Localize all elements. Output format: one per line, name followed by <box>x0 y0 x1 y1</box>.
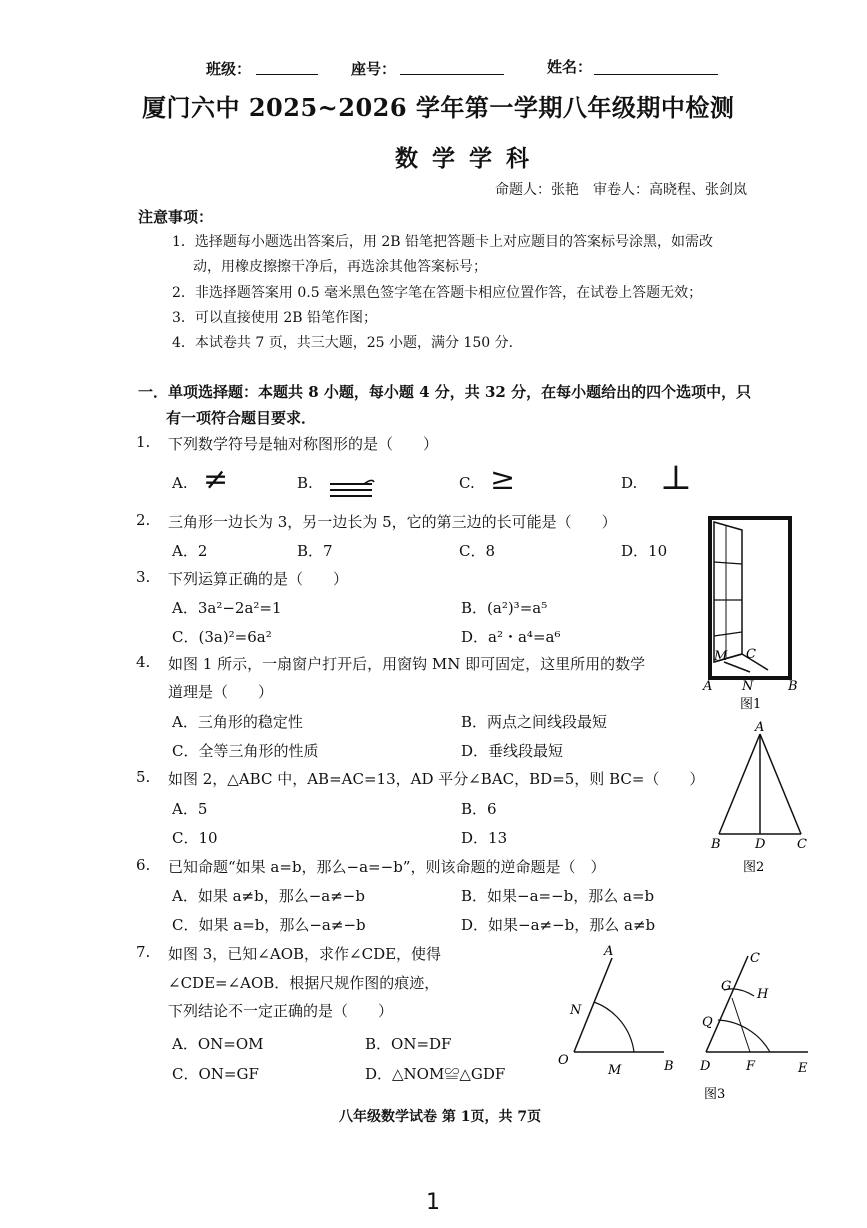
note-item: 1．选择题每小题选出答案后，用 2B 铅笔把答题卡上对应题目的答案标号涂黑，如需改 <box>172 234 714 250</box>
option-d[interactable]: D. <box>621 474 638 492</box>
seat-blank[interactable] <box>400 60 504 75</box>
fig3-label: B <box>664 1059 674 1074</box>
question-number: 3. <box>136 568 151 586</box>
option-c[interactable]: C．(3a)²=6a² <box>172 628 272 646</box>
question-number: 7. <box>136 943 151 961</box>
fig3-label: H <box>757 987 769 1002</box>
notes-heading: 注意事项： <box>138 208 214 226</box>
option-b[interactable]: B．ON=DF <box>365 1035 452 1053</box>
fig3-caption: 图3 <box>704 1087 726 1102</box>
option-c[interactable]: C．如果 a=b，那么−a≠−b <box>172 916 366 934</box>
option-c[interactable]: C．全等三角形的性质 <box>172 742 319 760</box>
option-a[interactable]: A．3a²−2a²=1 <box>172 599 282 617</box>
question-number: 5. <box>136 768 151 786</box>
option-a[interactable]: A．三角形的稳定性 <box>172 713 303 731</box>
option-d[interactable]: D．如果−a≠−b，那么 a≠b <box>461 916 656 934</box>
greater-equal-icon: ≥ <box>490 462 516 497</box>
question-stem: 三角形一边长为 3，另一边长为 5，它的第三边的长可能是（ ） <box>168 513 617 531</box>
question-stem-cont: 道理是（ ） <box>168 683 274 701</box>
question-stem-cont: 下列结论不一定正确的是（ ） <box>168 1002 394 1020</box>
fig3-label: A <box>604 944 614 959</box>
option-a[interactable]: A．5 <box>172 800 208 818</box>
option-c[interactable]: C．ON=GF <box>172 1065 259 1083</box>
option-d[interactable]: D．垂线段最短 <box>461 742 564 760</box>
approx-equal-icon <box>328 474 376 500</box>
question-stem-cont: ∠CDE=∠AOB．根据尺规作图的痕迹， <box>168 974 440 992</box>
option-b[interactable]: B．(a²)³=a⁵ <box>461 599 548 617</box>
name-blank[interactable] <box>594 60 718 75</box>
fig3-label: Q <box>702 1015 713 1030</box>
fig2-caption: 图2 <box>743 860 765 875</box>
section-heading: 一．单项选择题：本题共 8 小题，每小题 4 分，共 32 分，在每小题给出的四个选项中，只 <box>138 383 752 401</box>
note-item: 3．可以直接使用 2B 铅笔作图； <box>172 310 378 326</box>
note-item: 4．本试卷共 7 页，共三大题，25 小题，满分 150 分． <box>172 335 523 351</box>
subject-title: 数学学科 <box>395 145 543 172</box>
note-item: 动，用橡皮擦擦干净后，再选涂其他答案标号； <box>193 259 487 275</box>
fig2-label: B <box>711 837 721 852</box>
fig3-label: N <box>570 1003 582 1018</box>
fig1-label: M <box>714 649 728 664</box>
question-stem: 如图 1 所示，一扇窗户打开后，用窗钩 MN 即可固定，这里所用的数学 <box>168 655 646 673</box>
figure-1-window <box>698 512 808 712</box>
option-a[interactable]: A．2 <box>172 542 208 560</box>
fig1-label: A <box>703 679 713 694</box>
option-b[interactable]: B. <box>297 474 313 492</box>
figure-3-construction <box>552 940 822 1105</box>
option-d[interactable]: D．10 <box>621 542 668 560</box>
page-number: 1 <box>426 1190 440 1215</box>
page-info: 八年级数学试卷 第 1页，共 7页 <box>339 1109 542 1125</box>
fig2-label: C <box>797 837 807 852</box>
option-d[interactable]: D．13 <box>461 829 508 847</box>
fig3-label: D <box>700 1059 711 1074</box>
fig2-label: A <box>755 720 765 735</box>
fig3-label: G <box>721 979 732 994</box>
name-label: 姓名： <box>547 58 593 76</box>
question-number: 6. <box>136 856 151 874</box>
not-equal-icon: ≠ <box>203 462 229 497</box>
fig3-label: M <box>608 1063 622 1078</box>
option-d[interactable]: D．a²・a⁴=a⁶ <box>461 628 561 646</box>
question-number: 1. <box>136 433 151 451</box>
option-a[interactable]: A. <box>172 474 188 492</box>
question-stem: 已知命题“如果 a=b，那么−a=−b”，则该命题的逆命题是（ ） <box>168 858 606 876</box>
option-b[interactable]: B．如果−a=−b，那么 a=b <box>461 887 655 905</box>
authors: 命题人：张艳 审卷人：高晓程、张剑岚 <box>495 182 747 198</box>
class-label: 班级： <box>206 60 252 78</box>
figure-2-triangle <box>705 718 815 878</box>
option-c[interactable]: C. <box>459 474 475 492</box>
fig1-caption: 图1 <box>740 697 762 712</box>
seat-label: 座号： <box>351 60 397 78</box>
perpendicular-icon: ⊥ <box>660 458 692 498</box>
option-c[interactable]: C．8 <box>459 542 496 560</box>
fig2-label: D <box>755 837 766 852</box>
fig3-label: O <box>558 1053 569 1068</box>
question-number: 2. <box>136 511 151 529</box>
option-b[interactable]: B．7 <box>297 542 333 560</box>
option-d[interactable]: D．△NOM≌△GDF <box>365 1065 506 1083</box>
question-number: 4. <box>136 653 151 671</box>
option-b[interactable]: B．6 <box>461 800 497 818</box>
option-a[interactable]: A．如果 a≠b，那么−a≠−b <box>172 887 365 905</box>
exam-title: 厦门六中 2025~2026 学年第一学期八年级期中检测 <box>142 93 735 122</box>
note-item: 2．非选择题答案用 0.5 毫米黑色签字笔在答题卡相应位置作答，在试卷上答题无效； <box>172 285 703 301</box>
question-stem: 下列运算正确的是（ ） <box>168 570 349 588</box>
fig3-label: F <box>746 1059 756 1074</box>
fig1-label: B <box>788 679 798 694</box>
question-stem: 如图 2，△ABC 中，AB=AC=13，AD 平分∠BAC，BD=5，则 BC=（ ） <box>168 770 705 788</box>
fig3-label: C <box>750 951 760 966</box>
option-c[interactable]: C．10 <box>172 829 218 847</box>
fig1-label: N <box>742 679 754 694</box>
option-a[interactable]: A．ON=OM <box>172 1035 264 1053</box>
class-blank[interactable] <box>256 60 318 75</box>
option-b[interactable]: B．两点之间线段最短 <box>461 713 608 731</box>
section-heading-cont: 有一项符合题目要求． <box>166 409 317 427</box>
fig3-label: E <box>798 1061 808 1076</box>
question-stem: 如图 3，已知∠AOB，求作∠CDE，使得 <box>168 945 442 963</box>
fig1-label: C <box>746 647 756 662</box>
question-stem: 下列数学符号是轴对称图形的是（ ） <box>168 435 439 453</box>
